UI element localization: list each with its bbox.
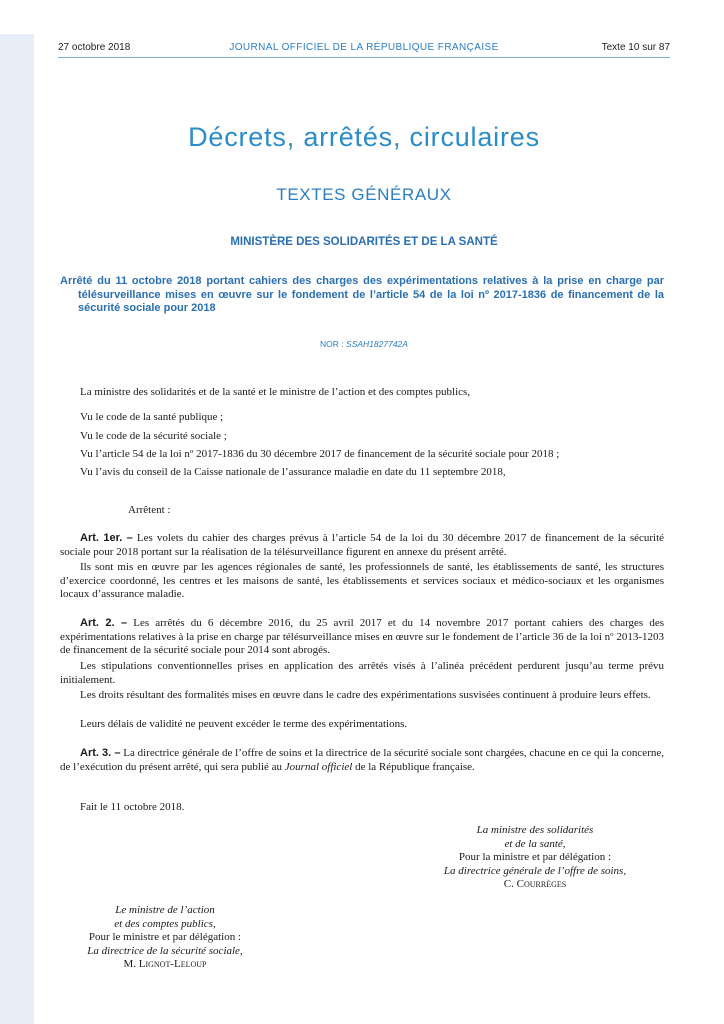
article-2-label: Art. 2. – bbox=[80, 617, 128, 629]
article-1-text: Les volets du cahier des charges prévus à l’article 54 de la loi du 30 décembre 2017 de financement de la sécurité sociale pour 2018 portant sur la réalisation de la télésurveillance figurent en annexe du présent arrêté. bbox=[60, 532, 665, 558]
signing-date: Fait le 11 octobre 2018. bbox=[80, 801, 185, 813]
delegation-line: Pour la ministre et par délégation : bbox=[458, 851, 612, 864]
article-2-paragraph-3: Les droits résultant des formalités mises en œuvre dans le cadre des expérimentations susvisées continuent à produire leurs effets. bbox=[80, 689, 651, 701]
signatory-name: C. Courrèges bbox=[503, 878, 567, 891]
signatory-title: et des comptes publics, bbox=[114, 917, 216, 930]
nor-label: NOR : bbox=[320, 339, 344, 349]
article-2-paragraph-4: Leurs délais de validité ne peuvent excéder le terme des expérimentations. bbox=[80, 718, 408, 730]
header-divider bbox=[58, 57, 670, 58]
signature-block-health bbox=[420, 824, 650, 892]
header-journal-name: JOURNAL OFFICIEL DE LA RÉPUBLIQUE FRANÇAISE bbox=[229, 42, 499, 53]
visa-item: Vu l’article 54 de la loi nº 2017-1836 du 30 décembre 2017 de financement de la sécurité sociale pour 2018 ; bbox=[80, 448, 560, 460]
signatory-function: La directrice de la sécurité sociale, bbox=[87, 944, 243, 957]
visa-item: Vu le code de la sécurité sociale ; bbox=[80, 430, 227, 442]
article-2-text: Les arrêtés du 6 décembre 2016, du 25 avril 2017 et du 14 novembre 2017 portant cahiers des charges des expérimentations relatives à la prise en charge par télésurveillance mises en œuvre sur le fondement de l’article 36 de la loi nº 2013-1203 de financement de la sécurité sociale pour 2014 sont abrogés. bbox=[60, 617, 664, 657]
header-date: 27 octobre 2018 bbox=[58, 42, 131, 53]
page-left-margin bbox=[0, 34, 34, 1024]
signatory-title: La ministre des solidarités bbox=[476, 824, 594, 836]
signatory-function: La directrice générale de l’offre de soins, bbox=[443, 864, 627, 877]
nor-code: SSAH1827742A bbox=[346, 339, 408, 349]
ministry-heading: MINISTÈRE DES SOLIDARITÉS ET DE LA SANTÉ bbox=[230, 236, 498, 248]
preamble: La ministre des solidarités et de la santé et le ministre de l’action et des comptes publics, bbox=[80, 386, 471, 398]
page-header bbox=[58, 42, 670, 58]
arretent: Arrêtent : bbox=[128, 504, 171, 516]
article-3-text-before: La directrice générale de l’offre de soins et la directrice de la sécurité sociale sont chargées, chacune en ce qui la concerne, de l’exécution du présent arrêté, qui sera publié au bbox=[60, 747, 664, 773]
article-2 bbox=[60, 617, 664, 658]
article-3 bbox=[60, 747, 664, 774]
signature-block-public-action bbox=[50, 904, 280, 972]
decree-title: Arrêté du 11 octobre 2018 portant cahiers des charges des expérimentations relatives à la prise en charge par télésurveillance mises en œuvre sur le fondement de l’article 54 de la loi nº 2017-1836 de financement de la sécurité sociale pour 2018 bbox=[60, 275, 664, 314]
delegation-line: Pour le ministre et par délégation : bbox=[88, 931, 242, 944]
signatory-title: Le ministre de l’action bbox=[115, 904, 215, 916]
signatory-title: et de la santé, bbox=[504, 837, 566, 850]
section-title: Décrets, arrêtés, circulaires bbox=[188, 122, 540, 152]
signatory-name: M. Lignot-Leloup bbox=[123, 958, 207, 971]
journal-officiel-mention: Journal officiel bbox=[284, 760, 353, 773]
visa-item: Vu le code de la santé publique ; bbox=[80, 411, 224, 423]
article-1-label: Art. 1er. – bbox=[80, 532, 133, 544]
page-top-margin bbox=[0, 0, 724, 34]
header-text-number: Texte 10 sur 87 bbox=[601, 42, 670, 53]
article-1 bbox=[60, 532, 664, 559]
section-subtitle: TEXTES GÉNÉRAUX bbox=[276, 185, 452, 204]
article-2-paragraph-2: Les stipulations conventionnelles prises en application des arrêtés visés à l’alinéa précédent perdurent jusqu’au terme prévu initialement. bbox=[60, 660, 664, 686]
visa-item: Vu l’avis du conseil de la Caisse nationale de l’assurance maladie en date du 11 septembre 2018, bbox=[80, 466, 506, 478]
article-3-label: Art. 3. – bbox=[80, 747, 121, 759]
nor-reference bbox=[58, 339, 670, 349]
article-3-text-after: de la République française. bbox=[355, 760, 475, 773]
article-1-paragraph-2: Ils sont mis en œuvre par les agences régionales de santé, les professionnels de santé, les établissements de santé, les structures d’exercice coordonné, les centres et les maisons de santé, les établissements et services sociaux et médico-sociaux et les organismes locaux d’assurance maladie. bbox=[60, 561, 664, 601]
